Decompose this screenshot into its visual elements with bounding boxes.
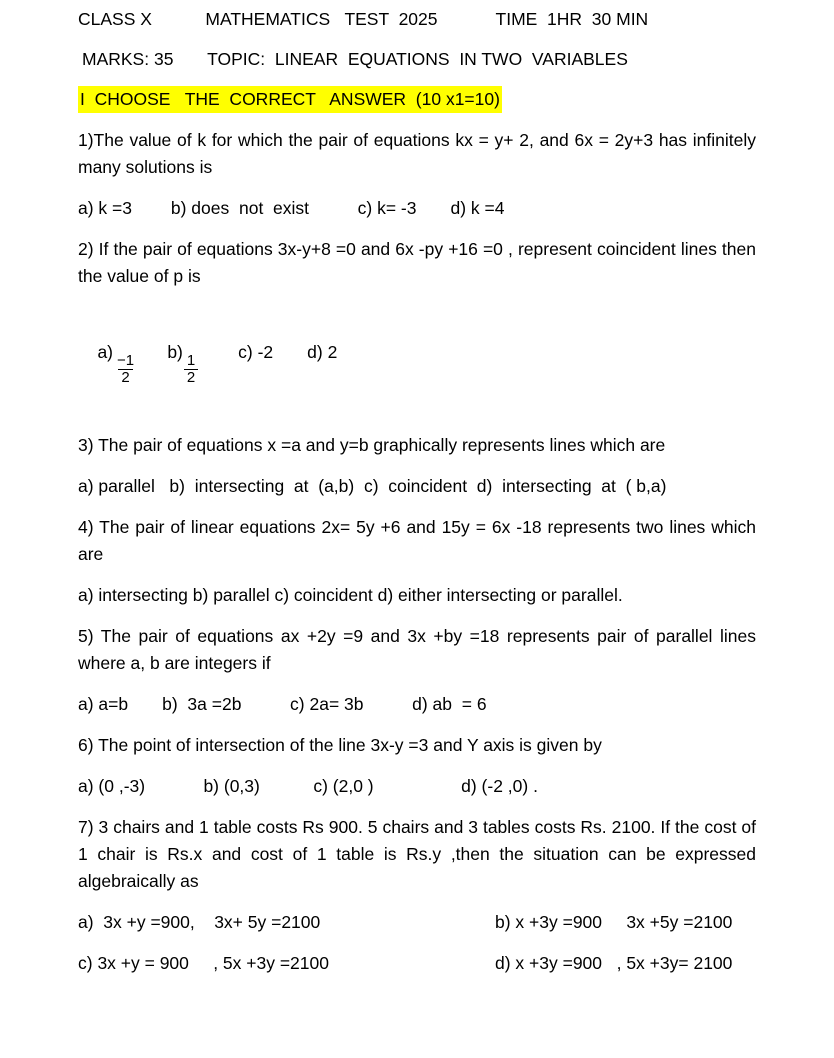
question-2-option-d: d) 2 <box>307 342 338 362</box>
question-4-text: 4) The pair of linear equations 2x= 5y +6 and 15y = 6x -18 represents two lines which are <box>78 516 756 564</box>
opt-spacer <box>273 342 307 362</box>
question-1-text: 1)The value of k for which the pair of equations kx = y+ 2, and 6x = 2y+3 has infinitely many solutions is <box>78 130 756 177</box>
section-heading-choose-correct-answer: I CHOOSE THE CORRECT ANSWER (10 x1=10) <box>78 86 502 113</box>
spacer <box>78 568 756 582</box>
section-heading-wrapper <box>78 86 756 113</box>
fraction-numerator: 1 <box>186 351 196 369</box>
question-2-option-b-fraction <box>184 353 198 386</box>
question-3-options: a) parallel b) intersecting at (a,b) c) coincident d) intersecting at ( b,a) <box>78 475 667 496</box>
question-6-text: 6) The point of intersection of the line 3x-y =3 and Y axis is given by <box>78 734 602 755</box>
spacer <box>78 895 756 909</box>
question-5-text: 5) The pair of equations ax +2y =9 and 3x +by =18 represents pair of parallel lines where a, b are integers if <box>78 625 756 673</box>
question-7-option-a: a) 3x +y =900, 3x+ 5y =2100 <box>78 911 321 932</box>
question-7-options-row-1 <box>78 909 756 936</box>
spacer <box>78 936 756 950</box>
spacer <box>78 222 756 236</box>
spacer <box>78 181 756 195</box>
question-7-option-c: c) 3x +y = 900 , 5x +3y =2100 <box>78 952 329 973</box>
question-2-options <box>78 304 756 418</box>
fraction-numerator: −1 <box>117 351 135 369</box>
opt-spacer <box>138 342 167 362</box>
spacer <box>78 500 756 514</box>
question-2-option-c: c) -2 <box>238 342 274 362</box>
question-3-text: 3) The pair of equations x =a and y=b graphically represents lines which are <box>78 434 666 455</box>
question-5-options: a) a=b b) 3a =2b c) 2a= 3b d) ab = 6 <box>78 693 487 714</box>
spacer <box>78 759 756 773</box>
fraction-denominator: 2 <box>184 369 198 386</box>
spacer <box>78 677 756 691</box>
question-2-option-a-fraction <box>114 353 137 386</box>
question-4-options: a) intersecting b) parallel c) coincident d) either intersecting or parallel. <box>78 584 623 605</box>
spacer <box>78 609 756 623</box>
spacer <box>78 418 756 432</box>
spacer <box>78 459 756 473</box>
spacer <box>78 718 756 732</box>
spacer <box>78 800 756 814</box>
spacer <box>78 290 756 304</box>
question-7-options-row-2 <box>78 950 756 977</box>
fraction-denominator: 2 <box>118 369 132 386</box>
question-2-option-b-label: b) <box>167 342 183 362</box>
spacer <box>78 113 756 127</box>
question-7-option-d: d) x +3y =900 , 5x +3y= 2100 <box>495 952 733 973</box>
spacer <box>78 73 756 86</box>
header-marks-topic: MARKS: 35 TOPIC: LINEAR EQUATIONS IN TWO VARIABLES <box>82 49 628 69</box>
question-6-options: a) (0 ,-3) b) (0,3) c) (2,0 ) d) (-2 ,0) . <box>78 775 538 796</box>
opt-spacer <box>199 342 238 362</box>
question-7-text: 7) 3 chairs and 1 table costs Rs 900. 5 chairs and 3 tables costs Rs. 2100. If the cost of 1 chair is Rs.x and cost of 1 table is Rs.y ,then the situation can be expressed algebraically as <box>78 816 756 891</box>
question-1-options: a) k =3 b) does not exist c) k= -3 d) k =4 <box>78 198 505 218</box>
question-7-option-b: b) x +3y =900 3x +5y =2100 <box>495 911 733 932</box>
header-class-subject-time: CLASS X MATHEMATICS TEST 2025 TIME 1HR 30 MIN <box>78 9 649 29</box>
spacer <box>78 33 756 46</box>
question-2-option-a-label: a) <box>97 342 114 362</box>
question-2-text: 2) If the pair of equations 3x-y+8 =0 and 6x -py +16 =0 , represent coincident lines then the value of p is <box>78 239 756 286</box>
